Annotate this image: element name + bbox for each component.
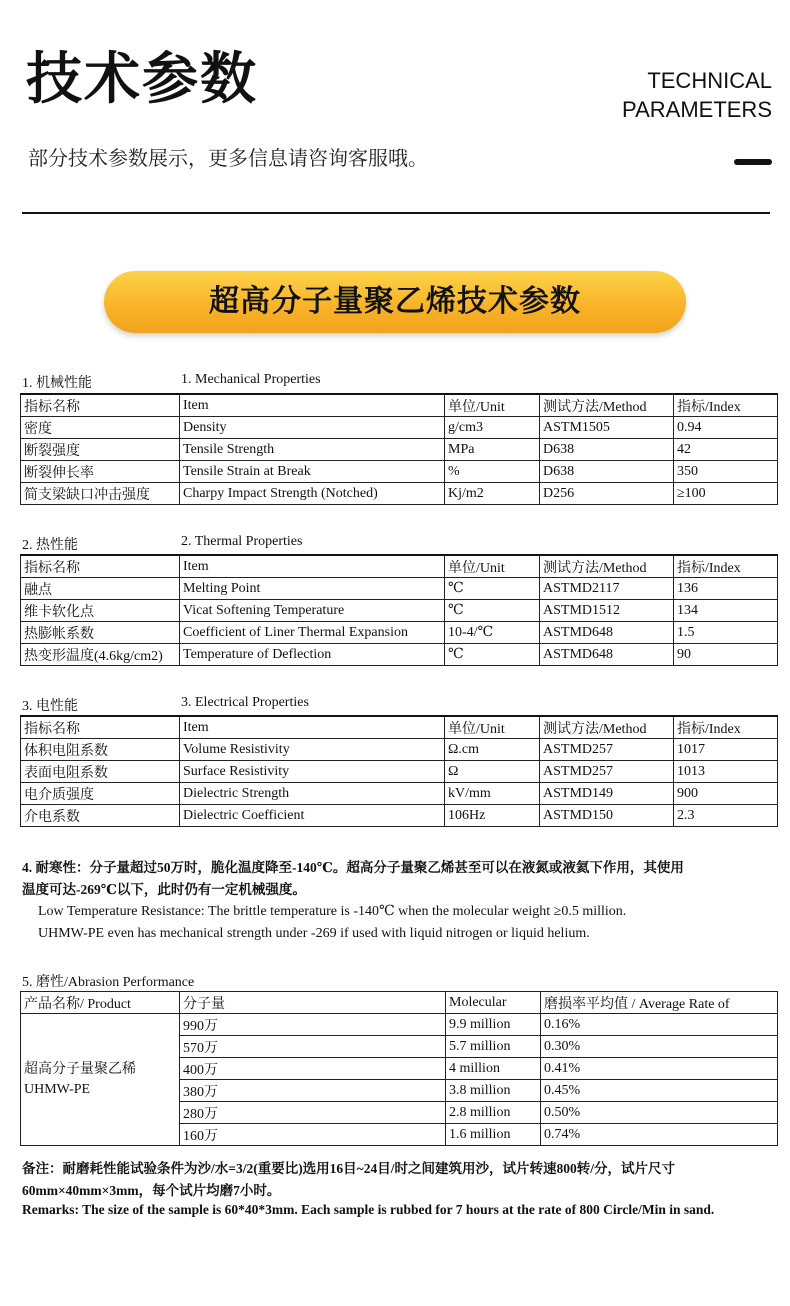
table-cell: 0.41% (541, 1058, 778, 1080)
table-cell: ASTMD150 (540, 805, 674, 827)
header-cell: 磨损率平均值 / Average Rate of (541, 992, 778, 1014)
header-cell: 单位/Unit (445, 555, 540, 578)
table-cell: Vicat Softening Temperature (180, 600, 445, 622)
header-cell: 指标名称 (21, 394, 180, 417)
table-cell: 热变形温度(4.6kg/cm2) (21, 644, 180, 666)
header-cell: 单位/Unit (445, 716, 540, 739)
table-cell: ℃ (445, 600, 540, 622)
header-cell: Item (180, 555, 445, 578)
section-banner: 超高分子量聚乙烯技术参数 (104, 271, 686, 333)
page-subtitle: 部分技术参数展示，更多信息请咨询客服哦。 (28, 146, 428, 170)
table-row (21, 1014, 778, 1036)
table-cell: MPa (445, 439, 540, 461)
table-cell: 0.94 (674, 417, 778, 439)
thermal-heading-cn: 2. 热性能 (22, 538, 78, 553)
remarks-cn-line1: 备注：耐磨耗性能试验条件为沙/水=3/2(重要比)选用16目~24目/时之间建筑用沙，试片转速800转/分，试片尺寸 (22, 1161, 675, 1176)
decorative-dash (734, 159, 772, 165)
table-cell: ASTMD1512 (540, 600, 674, 622)
table-cell: 表面电阻系数 (21, 761, 180, 783)
header-cell: Molecular (446, 992, 541, 1014)
table-cell: 106Hz (445, 805, 540, 827)
table-cell: 160万 (180, 1124, 446, 1146)
header-cell: 指标/Index (674, 394, 778, 417)
table-cell: D638 (540, 439, 674, 461)
table-cell: D256 (540, 483, 674, 505)
table-cell: 4 million (446, 1058, 541, 1080)
table-cell: ASTMD257 (540, 739, 674, 761)
table-row (21, 483, 778, 505)
table-cell: Surface Resistivity (180, 761, 445, 783)
table-row (21, 644, 778, 666)
thermal-table (20, 554, 778, 666)
table-cell: 900 (674, 783, 778, 805)
table-cell: 10-4/℃ (445, 622, 540, 644)
title-en-line1: TECHNICAL (647, 68, 772, 93)
table-cell: 介电系数 (21, 805, 180, 827)
table-cell: 90 (674, 644, 778, 666)
table-cell: ASTMD648 (540, 622, 674, 644)
table-cell: ℃ (445, 644, 540, 666)
abrasion-table (20, 991, 778, 1146)
table-cell: 1.5 (674, 622, 778, 644)
table-cell: 990万 (180, 1014, 446, 1036)
table-row (21, 622, 778, 644)
title-en-line2: PARAMETERS (622, 97, 772, 122)
table-cell: 电介质强度 (21, 783, 180, 805)
cold-note-en-line1: Low Temperature Resistance: The brittle temperature is -140℃ when the molecular weight ≥0.5 million. (38, 904, 627, 919)
table-header-row (21, 394, 778, 417)
table-cell: 9.9 million (446, 1014, 541, 1036)
table-row (21, 805, 778, 827)
product-name-cn: 超高分子量聚乙稀 (24, 1061, 136, 1077)
table-cell: % (445, 461, 540, 483)
table-cell: 280万 (180, 1102, 446, 1124)
table-cell: 42 (674, 439, 778, 461)
table-cell: ≥100 (674, 483, 778, 505)
table-row (21, 439, 778, 461)
header-cell: 指标名称 (21, 555, 180, 578)
header-cell: 指标/Index (674, 555, 778, 578)
table-cell: 0.50% (541, 1102, 778, 1124)
remarks-en: Remarks: The size of the sample is 60*40*3mm. Each sample is rubbed for 7 hours at the rate of 800 Circle/Min in sand. (22, 1202, 715, 1217)
cold-note-cn-line2: 温度可达-269℃以下，此时仍有一定机械强度。 (22, 882, 306, 897)
table-row (21, 783, 778, 805)
table-cell: 断裂强度 (21, 439, 180, 461)
header-cell: 指标/Index (674, 716, 778, 739)
header-cell: 单位/Unit (445, 394, 540, 417)
table-cell: 体积电阻系数 (21, 739, 180, 761)
table-cell: 维卡软化点 (21, 600, 180, 622)
table-cell: 密度 (21, 417, 180, 439)
header-divider (22, 212, 770, 214)
table-cell: 断裂伸长率 (21, 461, 180, 483)
header-cell: 指标名称 (21, 716, 180, 739)
table-cell: ASTMD149 (540, 783, 674, 805)
table-cell: kV/mm (445, 783, 540, 805)
table-cell: ASTMD648 (540, 644, 674, 666)
table-cell: Melting Point (180, 578, 445, 600)
table-cell: 0.74% (541, 1124, 778, 1146)
cold-note-cn-line1: 4. 耐寒性：分子量超过50万时，脆化温度降至-140℃。超高分子量聚乙烯甚至可以在液氮或液氦下作用，其使用 (22, 860, 684, 875)
product-name-en: UHMW-PE (24, 1081, 91, 1097)
table-header-row (21, 992, 778, 1014)
header-cell: 测试方法/Method (540, 394, 674, 417)
table-cell: 1013 (674, 761, 778, 783)
table-cell: 2.3 (674, 805, 778, 827)
table-cell: Volume Resistivity (180, 739, 445, 761)
mechanical-table (20, 393, 778, 505)
table-cell: 380万 (180, 1080, 446, 1102)
remarks-cn-line2: 60mm×40mm×3mm，每个试片均磨7小时。 (22, 1183, 281, 1198)
electrical-heading-en: 3. Electrical Properties (181, 695, 309, 710)
table-row (21, 600, 778, 622)
header-cell: 产品名称/ Product (21, 992, 180, 1014)
table-cell: Charpy Impact Strength (Notched) (180, 483, 445, 505)
table-row (21, 578, 778, 600)
table-cell: Kj/m2 (445, 483, 540, 505)
table-cell: 简支梁缺口冲击强度 (21, 483, 180, 505)
table-cell: Dielectric Coefficient (180, 805, 445, 827)
table-cell: 350 (674, 461, 778, 483)
header-cell: 测试方法/Method (540, 555, 674, 578)
table-cell: D638 (540, 461, 674, 483)
table-cell: Temperature of Deflection (180, 644, 445, 666)
table-cell: 0.16% (541, 1014, 778, 1036)
header-cell: 测试方法/Method (540, 716, 674, 739)
table-cell: 1017 (674, 739, 778, 761)
table-row (21, 461, 778, 483)
table-cell: Ω.cm (445, 739, 540, 761)
table-cell: ℃ (445, 578, 540, 600)
table-cell: 3.8 million (446, 1080, 541, 1102)
header-cell: Item (180, 716, 445, 739)
table-cell: 融点 (21, 578, 180, 600)
page-title-en (622, 66, 772, 124)
header-cell: Item (180, 394, 445, 417)
table-cell: 570万 (180, 1036, 446, 1058)
page-title: 技术参数 (26, 47, 258, 112)
electrical-table (20, 715, 778, 827)
table-row (21, 739, 778, 761)
cold-note-en-line2: UHMW-PE even has mechanical strength under -269 if used with liquid nitrogen or liquid helium. (38, 926, 590, 941)
mechanical-heading-cn: 1. 机械性能 (22, 376, 92, 391)
table-cell: ASTM1505 (540, 417, 674, 439)
table-cell: Density (180, 417, 445, 439)
header-cell: 分子量 (180, 992, 446, 1014)
table-cell: 0.30% (541, 1036, 778, 1058)
table-row (21, 761, 778, 783)
product-cell (21, 1014, 180, 1146)
mechanical-heading-en: 1. Mechanical Properties (181, 372, 321, 387)
table-cell: 134 (674, 600, 778, 622)
table-cell: 0.45% (541, 1080, 778, 1102)
table-cell: 热膨帐系数 (21, 622, 180, 644)
table-header-row (21, 716, 778, 739)
table-cell: Tensile Strain at Break (180, 461, 445, 483)
table-cell: Coefficient of Liner Thermal Expansion (180, 622, 445, 644)
table-cell: Ω (445, 761, 540, 783)
table-cell: 5.7 million (446, 1036, 541, 1058)
table-cell: 136 (674, 578, 778, 600)
table-cell: ASTMD2117 (540, 578, 674, 600)
table-header-row (21, 555, 778, 578)
abrasion-heading: 5. 磨性/Abrasion Performance (22, 975, 195, 990)
thermal-heading-en: 2. Thermal Properties (181, 534, 303, 549)
table-row (21, 417, 778, 439)
table-cell: 400万 (180, 1058, 446, 1080)
table-cell: Tensile Strength (180, 439, 445, 461)
table-cell: g/cm3 (445, 417, 540, 439)
table-cell: 2.8 million (446, 1102, 541, 1124)
electrical-heading-cn: 3. 电性能 (22, 699, 78, 714)
table-cell: 1.6 million (446, 1124, 541, 1146)
table-cell: ASTMD257 (540, 761, 674, 783)
table-cell: Dielectric Strength (180, 783, 445, 805)
